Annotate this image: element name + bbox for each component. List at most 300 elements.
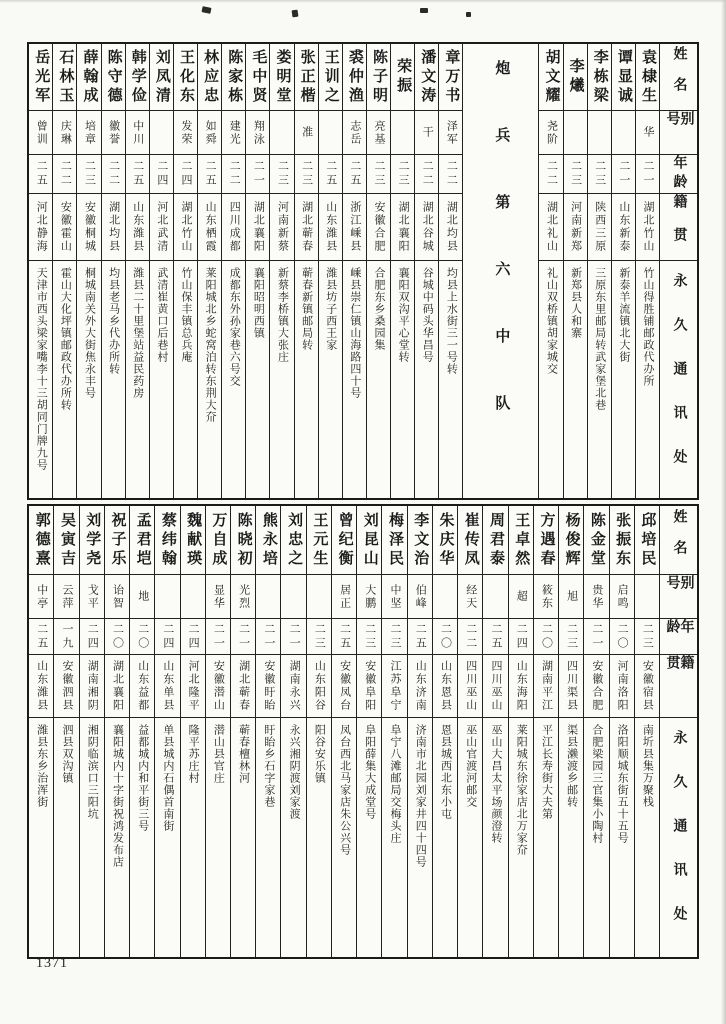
name-value: 曾纪衡 (336, 511, 353, 569)
age-cell (29, 618, 53, 654)
name-cell (105, 506, 129, 574)
address-cell (206, 717, 230, 957)
name-value: 熊永培 (260, 511, 277, 569)
person-column (558, 506, 583, 957)
address-value: 平江长寿街大夫第 (540, 724, 553, 820)
origin-cell (270, 193, 293, 260)
origin-value: 湖北竹山 (641, 201, 654, 253)
address-value: 潍县坊子西王家 (324, 267, 337, 351)
origin-value: 湖北襄阳 (252, 201, 265, 253)
address-cell (29, 260, 52, 498)
address-value: 新蔡李桥镇大张庄 (276, 267, 289, 363)
alias-value: 中坚 (389, 583, 402, 610)
origin-cell (231, 654, 255, 717)
alias-cell (357, 574, 381, 618)
header-column (659, 44, 697, 498)
alias-value: 徽誉 (107, 119, 120, 146)
age-header-label: 年龄 (664, 619, 694, 638)
name-cell (270, 44, 293, 110)
age-value: 二三 (276, 160, 289, 188)
address-value: 阜阳薛集大成堂号 (363, 724, 376, 820)
alias-value: 经天 (464, 583, 477, 610)
alias-cell (415, 110, 438, 154)
origin-cell (222, 193, 245, 260)
address-value: 谷城中码头华昌号 (421, 267, 434, 363)
alias-cell (382, 574, 406, 618)
address-cell (367, 260, 390, 498)
name-value: 万自成 (210, 511, 227, 569)
origin-value: 湖南平江 (540, 660, 553, 712)
origin-value: 四川巫山 (489, 660, 502, 712)
age-value: 二五 (338, 622, 351, 651)
name-value: 周君泰 (487, 511, 504, 569)
name-value: 郭德熹 (33, 511, 50, 569)
origin-value: 湖北襄阳 (111, 660, 124, 712)
alias-header-label: 别号 (664, 575, 694, 597)
person-column (53, 506, 78, 957)
age-cell (246, 154, 269, 193)
name-cell (130, 506, 154, 574)
alias-value: 居正 (338, 583, 351, 610)
address-value: 渠县濑渡乡邮转 (565, 724, 578, 808)
name-cell (635, 506, 659, 574)
age-cell (534, 618, 558, 654)
alias-cell (391, 110, 414, 154)
person-column (482, 506, 507, 957)
origin-value: 山东潍县 (35, 660, 48, 712)
name-cell (332, 506, 356, 574)
age-cell (231, 618, 255, 654)
origin-cell (635, 654, 659, 717)
origin-header-label: 籍贯 (671, 194, 687, 260)
person-column (609, 506, 634, 957)
person-column (29, 44, 52, 498)
age-value: 二三 (389, 622, 402, 651)
person-column (180, 506, 205, 957)
name-cell (343, 44, 366, 110)
age-cell (559, 618, 583, 654)
address-value: 新泰羊流镇北大街 (617, 267, 630, 363)
age-value: 二五 (489, 622, 502, 651)
address-value: 泗县双沟镇 (60, 724, 73, 784)
person-column (457, 506, 482, 957)
address-cell (559, 717, 583, 957)
age-cell (564, 154, 587, 193)
origin-value: 山东海阳 (515, 660, 528, 712)
address-value: 襄阳双沟平心堂转 (397, 267, 410, 363)
alias-cell (509, 574, 533, 618)
address-cell (150, 260, 173, 498)
age-value: 二三 (641, 622, 654, 651)
alias-cell (483, 574, 507, 618)
name-value: 张振东 (614, 511, 631, 569)
age-cell (53, 154, 76, 193)
address-cell (246, 260, 269, 498)
name-value: 韩学俭 (129, 48, 146, 106)
address-cell (636, 260, 659, 498)
person-column (331, 506, 356, 957)
age-cell (636, 154, 659, 193)
origin-value: 山东新泰 (617, 201, 630, 253)
alias-value: 培章 (83, 119, 96, 146)
age-value: 二四 (161, 622, 174, 651)
origin-value: 湖北均县 (445, 201, 458, 253)
address-value: 恩县城西北东小屯 (439, 724, 452, 820)
person-column (269, 44, 293, 498)
origin-value: 湖北礼山 (545, 201, 558, 253)
name-value: 王化东 (177, 48, 194, 106)
origin-value: 河北隆平 (187, 660, 200, 712)
origin-cell (174, 193, 197, 260)
alias-cell (80, 574, 104, 618)
name-value: 林应忠 (202, 48, 219, 106)
name-cell (534, 506, 558, 574)
address-cell (307, 717, 331, 957)
origin-value: 安徽凤台 (338, 660, 351, 712)
origin-cell (509, 654, 533, 717)
person-column (390, 44, 414, 498)
alias-cell (222, 110, 245, 154)
address-value: 巫山大昌太平场颜澄转 (489, 724, 502, 844)
address-cell (458, 717, 482, 957)
age-cell (483, 618, 507, 654)
origin-cell (332, 654, 356, 717)
alias-value: 中亭 (35, 583, 48, 610)
alias-cell (564, 110, 587, 154)
name-cell (319, 44, 342, 110)
scan-artifact (201, 6, 211, 14)
alias-cell (534, 574, 558, 618)
address-value: 莱阳城北乡蛇窝泊转东荆大夼 (204, 267, 217, 423)
roster-table-bottom (27, 504, 699, 959)
address-cell (588, 260, 611, 498)
name-value: 蔡纬翰 (159, 511, 176, 569)
address-value: 济南市北园刘家井四十四号 (414, 724, 427, 868)
address-header-cell (660, 717, 697, 957)
origin-value: 河北武清 (155, 201, 168, 253)
name-value: 陈晓初 (235, 511, 252, 569)
address-cell (231, 717, 255, 957)
age-cell (105, 618, 129, 654)
alias-cell (636, 110, 659, 154)
age-cell (54, 618, 78, 654)
name-value: 刘凤清 (153, 48, 170, 106)
name-cell (29, 44, 52, 110)
name-value: 荣振 (395, 58, 412, 96)
person-column (230, 506, 255, 957)
origin-cell (181, 654, 205, 717)
name-cell (77, 44, 100, 110)
origin-cell (391, 193, 414, 260)
address-cell (222, 260, 245, 498)
origin-value: 湖北襄阳 (397, 201, 410, 253)
name-value: 胡文耀 (543, 48, 560, 106)
alias-cell (256, 574, 280, 618)
address-value: 嵊县崇仁镇山海路四十号 (348, 267, 361, 399)
origin-cell (433, 654, 457, 717)
origin-cell (458, 654, 482, 717)
age-header-cell (660, 618, 697, 654)
age-value: 二五 (35, 622, 48, 651)
name-value: 裘仲渔 (346, 48, 363, 106)
alias-value: 云萍 (60, 583, 73, 610)
name-value: 王训之 (322, 48, 339, 106)
origin-cell (584, 654, 608, 717)
age-value: 二五 (35, 160, 48, 188)
age-value: 二一 (590, 622, 603, 651)
origin-value: 湖北蕲春 (300, 201, 313, 253)
name-value: 邱培民 (639, 511, 656, 569)
age-value: 二五 (414, 622, 427, 651)
alias-cell (584, 574, 608, 618)
name-cell (80, 506, 104, 574)
origin-value: 山东益都 (136, 660, 149, 712)
name-cell (408, 506, 432, 574)
age-value: 二三 (300, 160, 313, 188)
address-cell (174, 260, 197, 498)
address-cell (105, 717, 129, 957)
origin-cell (483, 654, 507, 717)
alias-cell (77, 110, 100, 154)
origin-cell (126, 193, 149, 260)
age-cell (415, 154, 438, 193)
person-column (432, 506, 457, 957)
person-column (635, 44, 659, 498)
origin-value: 安徽霍山 (59, 201, 72, 253)
origin-value: 安徽潜山 (212, 660, 225, 712)
age-cell (433, 618, 457, 654)
alias-value: 尧阶 (545, 119, 558, 146)
name-value: 李爔 (567, 58, 584, 96)
age-cell (635, 618, 659, 654)
origin-cell (357, 654, 381, 717)
person-column (318, 44, 342, 498)
alias-value: 志岳 (348, 119, 361, 146)
alias-cell (29, 574, 53, 618)
name-cell (181, 506, 205, 574)
name-cell (150, 44, 173, 110)
alias-cell (319, 110, 342, 154)
origin-header-cell (660, 193, 697, 260)
alias-value: 泽军 (445, 119, 458, 146)
address-cell (584, 717, 608, 957)
person-column (508, 506, 533, 957)
address-cell (433, 717, 457, 957)
origin-cell (281, 654, 305, 717)
age-cell (126, 154, 149, 193)
age-cell (150, 154, 173, 193)
name-cell (382, 506, 406, 574)
name-value: 谭显诚 (615, 48, 632, 106)
age-value: 二一 (262, 622, 275, 651)
person-column (294, 44, 318, 498)
address-value: 隆平苏庄村 (187, 724, 200, 784)
age-value: 二〇 (616, 622, 629, 651)
age-value: 二三 (565, 622, 578, 651)
name-value: 张正楷 (298, 48, 315, 106)
address-value: 均县上水街三一号转 (445, 267, 458, 375)
origin-cell (155, 654, 179, 717)
alias-value: 地 (136, 590, 149, 603)
age-value: 二三 (397, 160, 410, 188)
age-value: 二四 (86, 622, 99, 651)
name-value: 岳光军 (33, 48, 50, 106)
scan-artifact (420, 8, 428, 13)
age-cell (198, 154, 221, 193)
age-cell (270, 154, 293, 193)
alias-cell (29, 110, 52, 154)
address-value: 合肥东乡桑园集 (372, 267, 385, 351)
age-value: 二三 (83, 160, 96, 188)
address-cell (610, 717, 634, 957)
address-value: 阳谷安乐镇 (313, 724, 326, 784)
address-value: 竹山保丰镇总兵庵 (179, 267, 192, 363)
address-cell (343, 260, 366, 498)
age-value: 二二 (464, 622, 477, 651)
address-cell (102, 260, 125, 498)
origin-cell (54, 654, 78, 717)
origin-cell (534, 654, 558, 717)
age-cell (130, 618, 154, 654)
name-cell (102, 44, 125, 110)
age-value: 二一 (641, 160, 654, 188)
name-value: 陈家栋 (226, 48, 243, 106)
origin-cell (206, 654, 230, 717)
alias-value: 显华 (212, 583, 225, 610)
alias-value: 戈平 (86, 583, 99, 610)
age-cell (539, 154, 562, 193)
address-value: 竹山得胜铺邮政代办所 (641, 267, 654, 387)
origin-cell (130, 654, 154, 717)
age-value: 二〇 (540, 622, 553, 651)
alias-value: 发荣 (179, 119, 192, 146)
address-cell (29, 717, 53, 957)
name-value: 章万书 (443, 48, 460, 106)
name-cell (612, 44, 635, 110)
name-value: 潘文涛 (419, 48, 436, 106)
name-cell (439, 44, 462, 110)
unit-heading-column (462, 44, 538, 498)
name-value: 石林玉 (57, 48, 74, 106)
alias-cell (181, 574, 205, 618)
address-value: 单县城内石偶首南街 (161, 724, 174, 832)
address-value: 永兴湘阴渡刘家渡 (288, 724, 301, 820)
alias-cell (610, 574, 634, 618)
name-cell (155, 506, 179, 574)
alias-cell (155, 574, 179, 618)
alias-cell (102, 110, 125, 154)
person-column (52, 44, 76, 498)
address-value: 霍山大化坪镇邮政代办所转 (59, 267, 72, 411)
address-value: 巫山官渡河邮交 (464, 724, 477, 808)
age-cell (458, 618, 482, 654)
age-cell (610, 618, 634, 654)
origin-value: 河南洛阳 (616, 660, 629, 712)
address-value: 凤台西北马家店朱公兴号 (338, 724, 351, 856)
age-cell (332, 618, 356, 654)
address-value: 益都城内和平街三号 (136, 724, 149, 832)
address-value: 三原东里邮局转武家堡北巷 (593, 267, 606, 411)
origin-value: 陕西三原 (593, 201, 606, 253)
name-cell (458, 506, 482, 574)
age-value: 二三 (372, 160, 385, 188)
alias-cell (281, 574, 305, 618)
age-header-cell (660, 154, 697, 193)
header-column (659, 506, 697, 957)
origin-cell (408, 654, 432, 717)
age-header-label: 年龄 (671, 155, 687, 193)
alias-cell (635, 574, 659, 618)
alias-cell (246, 110, 269, 154)
origin-value: 河南新蔡 (276, 201, 289, 253)
origin-cell (539, 193, 562, 260)
origin-cell (367, 193, 390, 260)
address-cell (564, 260, 587, 498)
origin-cell (246, 193, 269, 260)
person-column (245, 44, 269, 498)
alias-cell (332, 574, 356, 618)
age-cell (206, 618, 230, 654)
person-column (104, 506, 129, 957)
name-header-label: 姓名 (671, 46, 687, 108)
scan-artifact (466, 12, 471, 17)
person-column (538, 44, 562, 498)
person-column (101, 44, 125, 498)
alias-cell (130, 574, 154, 618)
origin-value: 安徽桐城 (83, 201, 96, 253)
scan-edge-shadow-right (721, 0, 726, 1024)
alias-value: 建光 (228, 119, 241, 146)
address-cell (130, 717, 154, 957)
alias-value: 贵华 (590, 583, 603, 610)
address-cell (635, 717, 659, 957)
alias-value: 华 (641, 126, 654, 139)
alias-cell (54, 574, 78, 618)
person-column (533, 506, 558, 957)
address-value: 盱眙乡石字家巷 (262, 724, 275, 808)
origin-cell (415, 193, 438, 260)
person-column (197, 44, 221, 498)
address-cell (509, 717, 533, 957)
name-cell (636, 44, 659, 110)
address-cell (332, 717, 356, 957)
name-value: 崔传凤 (462, 511, 479, 569)
alias-cell (295, 110, 318, 154)
person-column (125, 44, 149, 498)
alias-cell (206, 574, 230, 618)
address-value: 襄阳城内十字街祝鸿发布店 (111, 724, 124, 868)
address-cell (295, 260, 318, 498)
origin-header-label: 籍贯 (664, 655, 694, 688)
name-cell (367, 44, 390, 110)
name-header-cell (660, 506, 697, 574)
address-value: 南圻县集万聚栈 (641, 724, 654, 808)
origin-value: 山东单县 (161, 660, 174, 712)
address-cell (483, 717, 507, 957)
alias-value: 伯峰 (414, 583, 427, 610)
address-value: 武清崔黄口后巷村 (155, 267, 168, 363)
age-value: 二四 (155, 160, 168, 188)
name-cell (564, 44, 587, 110)
address-cell (408, 717, 432, 957)
alias-value: 翔泳 (252, 119, 265, 146)
address-header-cell (660, 260, 697, 498)
name-value: 王元生 (311, 511, 328, 569)
age-value: 二一 (252, 160, 265, 188)
name-cell (54, 506, 78, 574)
alias-cell (439, 110, 462, 154)
name-header-cell (660, 44, 697, 110)
